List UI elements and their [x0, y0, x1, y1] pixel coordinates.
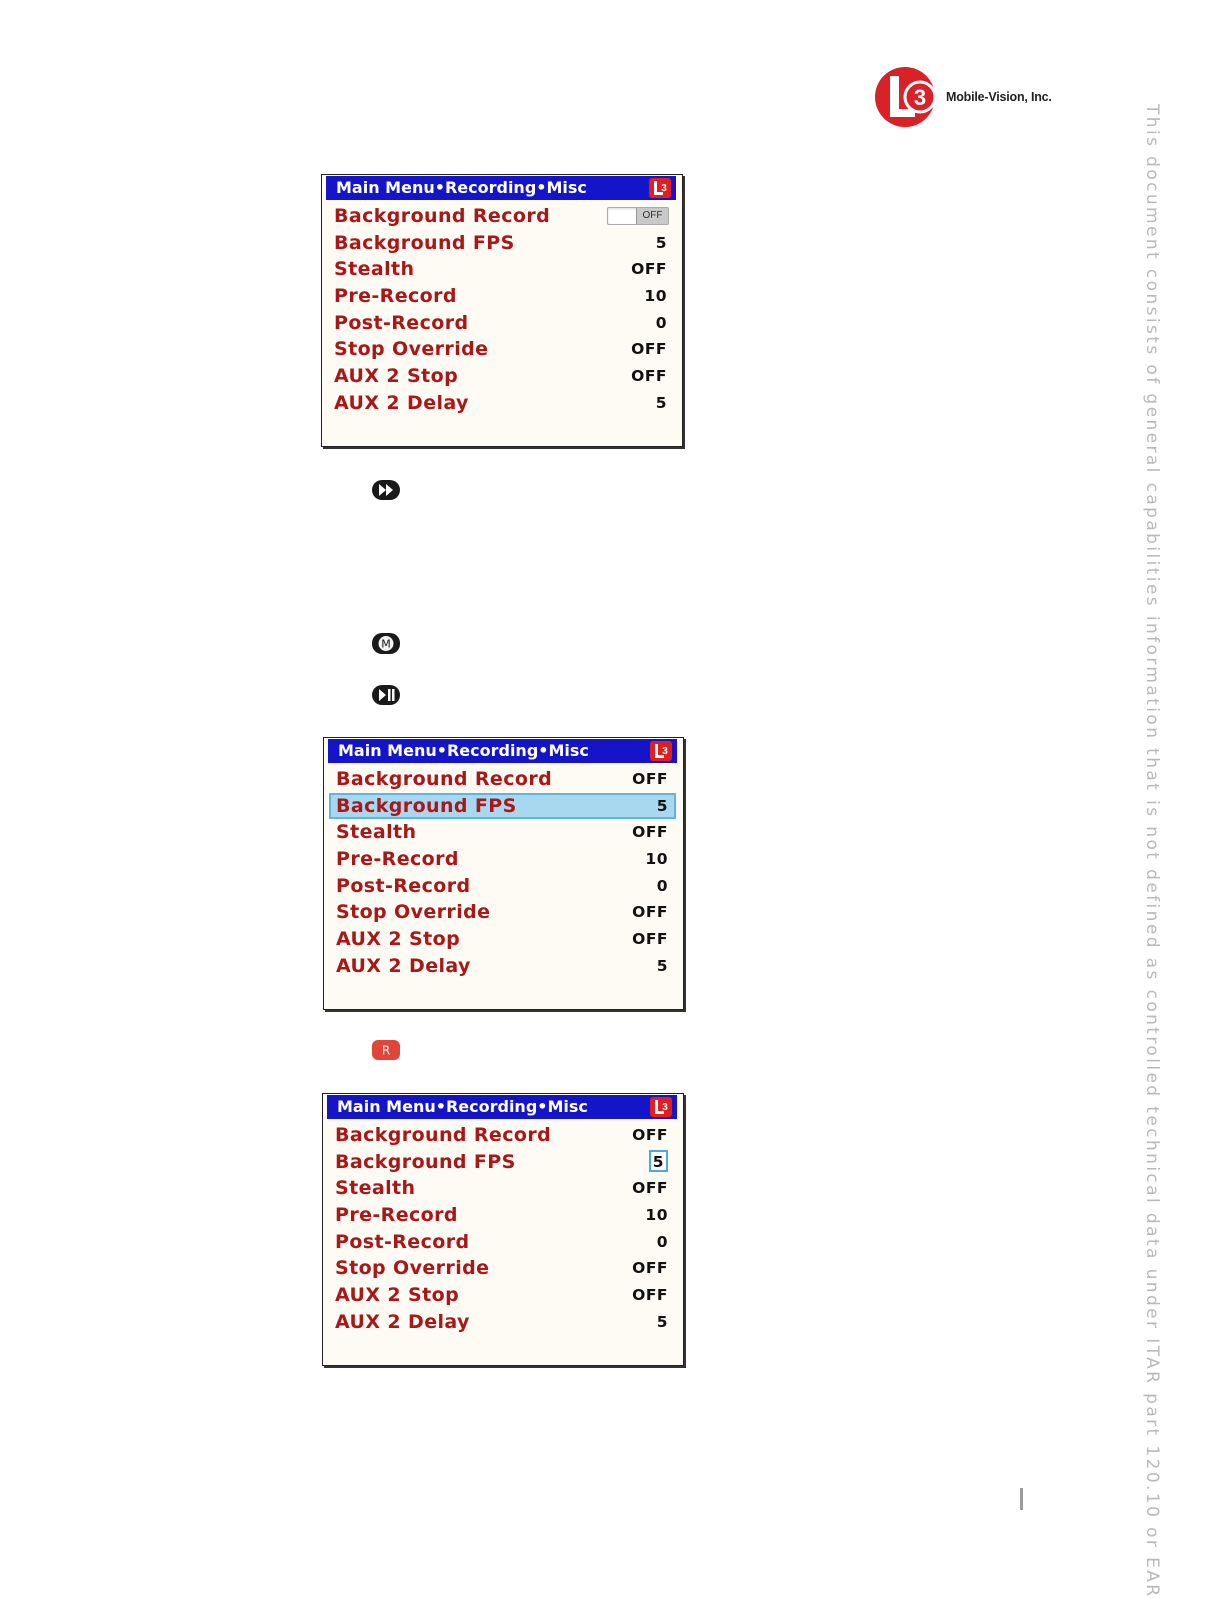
row-label: AUX 2 Delay [334, 391, 469, 414]
l3-badge-icon [650, 1097, 672, 1117]
row-value: 5 [656, 956, 668, 975]
row-value: 5 [655, 393, 667, 412]
row-label: Pre-Record [336, 848, 459, 871]
menu-row-stop-override[interactable] [329, 899, 676, 926]
row-value: 0 [655, 313, 667, 332]
row-value: 10 [645, 1206, 668, 1225]
row-label: Post-Record [335, 1230, 470, 1253]
row-label: Stealth [335, 1177, 416, 1200]
row-label: Stealth [336, 821, 417, 844]
row-label: Background FPS [336, 794, 517, 817]
row-value: OFF [632, 1259, 668, 1278]
menu-row-background-fps-editing[interactable] [328, 1149, 676, 1176]
row-label: Background Record [336, 768, 553, 790]
menu-row-background-record[interactable] [329, 766, 676, 793]
menu-screen-1 [321, 174, 683, 447]
l3-logo-icon [874, 66, 938, 128]
row-label: AUX 2 Delay [336, 954, 471, 977]
fps-value-editor[interactable]: 5 [649, 1150, 668, 1172]
export-control-note: This document consists of general capabilities information that is not defined as controlled technical data under ITAR part 120.10 or EAR [1142, 104, 1162, 1598]
row-value: OFF [631, 367, 667, 386]
page-divider [1020, 1488, 1023, 1510]
menu-row-post-record[interactable] [327, 310, 675, 337]
svg-text:3: 3 [662, 746, 668, 757]
menu-row-aux2-delay[interactable] [327, 390, 675, 417]
record-button-letter: R [381, 1043, 391, 1058]
row-value: OFF [632, 930, 668, 949]
row-label: AUX 2 Stop [334, 365, 459, 388]
menu-row-pre-record[interactable] [327, 283, 675, 310]
row-label: Background FPS [335, 1150, 516, 1173]
menu-row-post-record[interactable] [328, 1229, 676, 1256]
menu-row-stealth[interactable] [329, 819, 676, 846]
row-label: Background FPS [334, 231, 515, 254]
row-value: OFF [632, 1126, 668, 1144]
menu-list [328, 1122, 676, 1336]
row-value: 10 [644, 287, 667, 306]
menu-row-background-fps[interactable] [327, 230, 675, 257]
menu-row-background-record[interactable] [328, 1122, 676, 1149]
menu-row-aux2-stop[interactable] [328, 1282, 676, 1309]
row-value: 10 [645, 850, 668, 869]
row-label: Stop Override [335, 1257, 490, 1280]
screen-title-bar [327, 1095, 677, 1119]
row-label: AUX 2 Delay [335, 1310, 470, 1333]
record-button-icon[interactable] [371, 1039, 401, 1061]
menu-row-aux2-stop[interactable] [327, 363, 675, 390]
svg-text:3: 3 [913, 85, 927, 110]
company-name: Mobile-Vision, Inc. [946, 90, 1052, 104]
row-label: Pre-Record [335, 1204, 458, 1227]
l3-badge-icon [650, 741, 672, 761]
svg-text:3: 3 [662, 1102, 668, 1113]
row-value: 0 [656, 1232, 668, 1251]
background-record-toggle[interactable] [607, 207, 669, 225]
menu-button-icon[interactable] [371, 632, 401, 655]
row-value: OFF [632, 1286, 668, 1305]
row-label: Post-Record [334, 311, 469, 334]
row-value: 5 [655, 233, 667, 252]
row-value: OFF [632, 903, 668, 922]
row-value: 5 [656, 1312, 668, 1331]
play-pause-icon[interactable] [371, 684, 401, 706]
row-label: Stop Override [334, 338, 489, 361]
toggle-state: OFF [636, 208, 668, 224]
menu-row-stealth[interactable] [328, 1175, 676, 1202]
fast-forward-icon[interactable] [371, 479, 401, 501]
row-label: AUX 2 Stop [336, 928, 461, 951]
row-value: 0 [656, 876, 668, 895]
menu-row-background-fps-selected[interactable] [329, 793, 676, 820]
row-value: OFF [632, 770, 668, 788]
menu-row-background-record[interactable] [327, 203, 675, 230]
row-value: OFF [631, 260, 667, 279]
row-label: AUX 2 Stop [335, 1284, 460, 1307]
menu-button-letter: M [381, 637, 391, 651]
row-label: Stealth [334, 258, 415, 281]
row-label: Stop Override [336, 901, 491, 924]
row-value: OFF [632, 1179, 668, 1198]
menu-row-stop-override[interactable] [327, 336, 675, 363]
menu-screen-2 [323, 737, 684, 1010]
l3-badge-icon [649, 178, 671, 198]
menu-list [329, 766, 676, 980]
row-value: OFF [631, 340, 667, 359]
row-label: Post-Record [336, 874, 471, 897]
svg-text:3: 3 [661, 183, 667, 194]
menu-row-aux2-delay[interactable] [328, 1309, 676, 1336]
menu-row-post-record[interactable] [329, 873, 676, 900]
row-value: 5 [656, 796, 668, 815]
menu-row-aux2-stop[interactable] [329, 926, 676, 953]
screen-title: Main Menu•Recording•Misc [338, 741, 589, 760]
menu-row-aux2-delay[interactable] [329, 953, 676, 980]
row-label: Pre-Record [334, 285, 457, 308]
menu-row-pre-record[interactable] [328, 1202, 676, 1229]
menu-row-stealth[interactable] [327, 256, 675, 283]
row-value: OFF [632, 823, 668, 842]
row-label: Background Record [334, 205, 551, 227]
screen-title: Main Menu•Recording•Misc [337, 1097, 588, 1116]
menu-screen-3 [322, 1093, 684, 1366]
menu-list [327, 203, 675, 417]
screen-title-bar [326, 176, 676, 200]
row-label: Background Record [335, 1124, 552, 1146]
screen-title: Main Menu•Recording•Misc [336, 178, 587, 197]
menu-row-stop-override[interactable] [328, 1255, 676, 1282]
company-logo [874, 66, 1074, 130]
screen-title-bar [328, 739, 677, 763]
menu-row-pre-record[interactable] [329, 846, 676, 873]
